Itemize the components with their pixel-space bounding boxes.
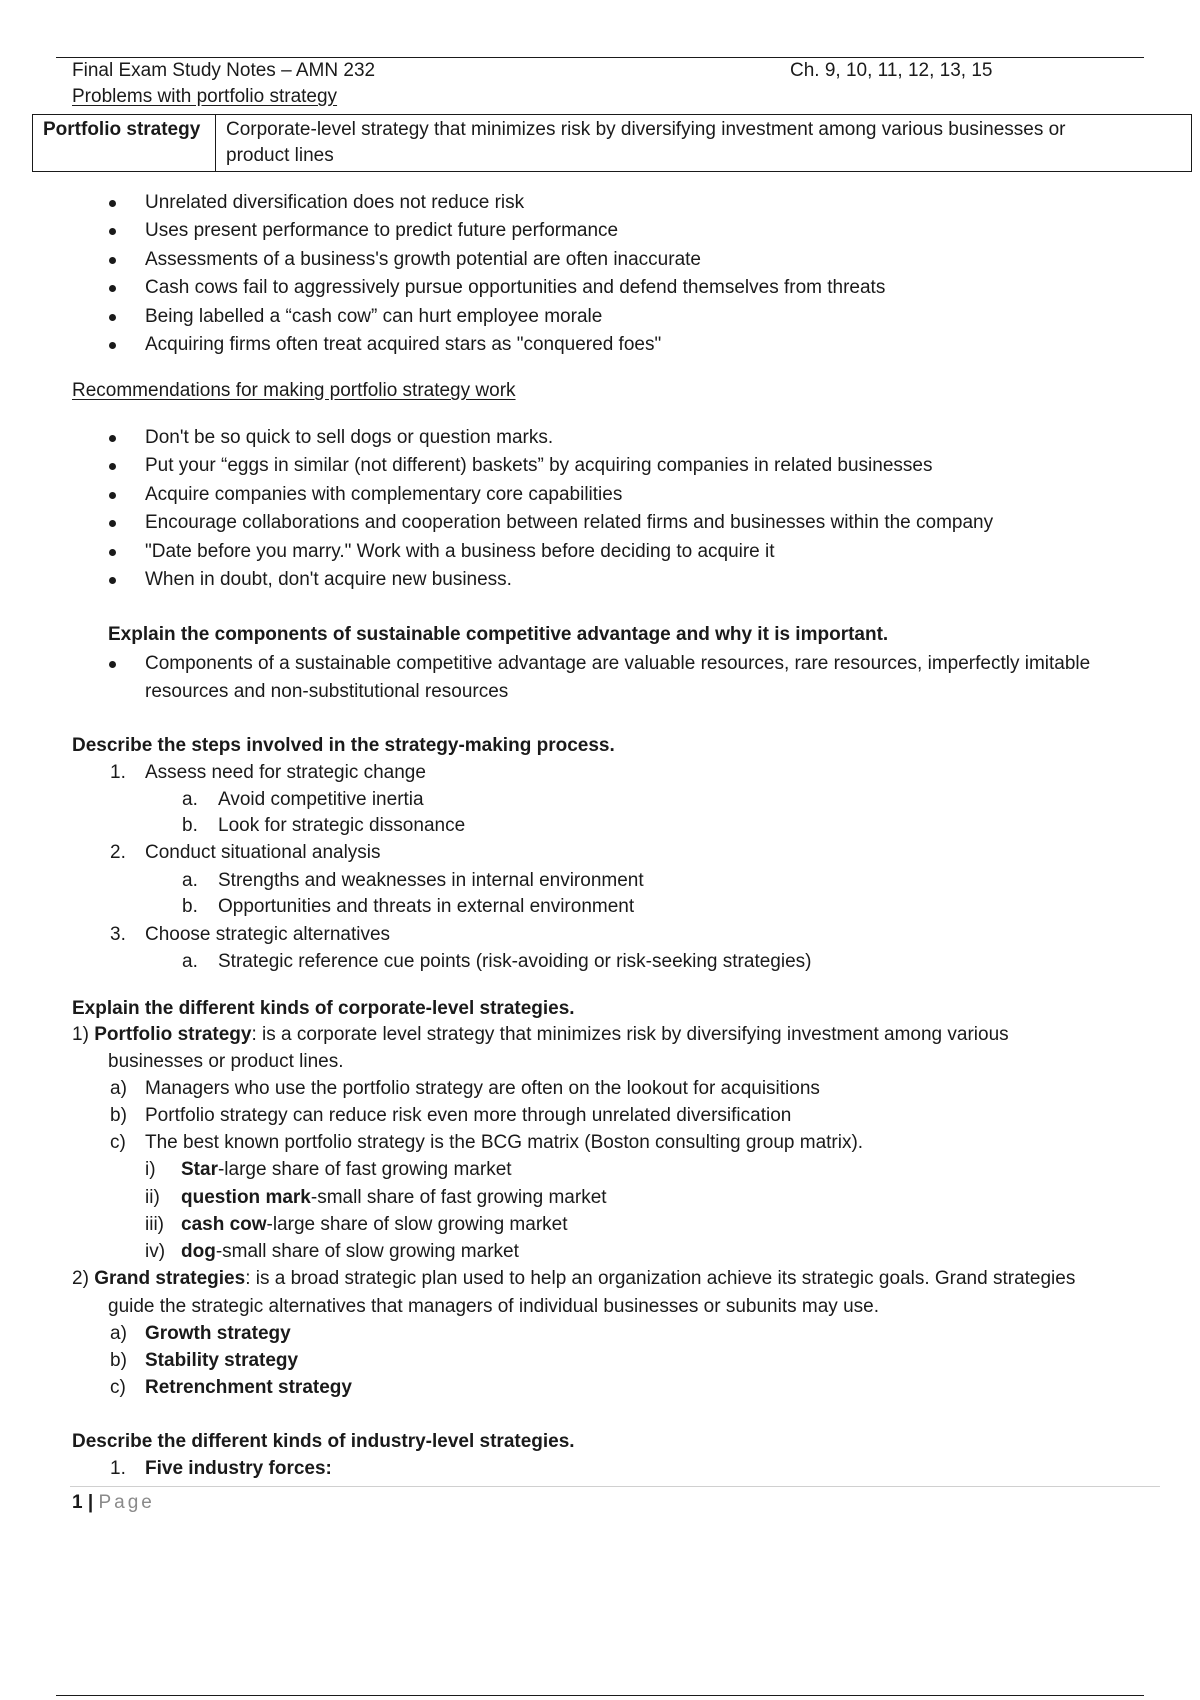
definition-table	[32, 114, 1192, 172]
list-item	[145, 650, 1090, 707]
step-text: Choose strategic alternatives	[145, 924, 391, 945]
item-letter: a)	[110, 1323, 127, 1344]
item-text: Portfolio strategy can reduce risk even more through unrelated diversification	[145, 1105, 792, 1126]
definition-line-2: product lines	[226, 145, 334, 166]
list-item: Assessments of a business's growth potential are often inaccurate	[145, 246, 885, 274]
problems-list	[145, 189, 885, 359]
page-number: 1	[72, 1492, 83, 1513]
list-item: Cash cows fail to aggressively pursue opportunities and defend themselves from threats	[145, 274, 885, 302]
step-number: 1.	[110, 762, 126, 783]
item-text: The best known portfolio strategy is the BCG matrix (Boston consulting group matrix).	[145, 1132, 864, 1153]
item-text: Stability strategy	[145, 1350, 299, 1371]
paragraph-text: : is a corporate level strategy that minimizes risk by diversifying investment among various	[251, 1024, 1009, 1045]
step-text: Five industry forces:	[145, 1458, 332, 1479]
list-item: Being labelled a “cash cow” can hurt employee morale	[145, 303, 885, 331]
definition-text	[216, 115, 1192, 172]
list-item: Uses present performance to predict future performance	[145, 217, 885, 245]
section-heading-industry-strategies: Describe the different kinds of industry-level strategies.	[72, 1431, 575, 1452]
list-item-line-2: resources and non-substitutional resources	[145, 681, 509, 703]
page-label: Page	[98, 1492, 155, 1513]
bcg-text: -small share of fast growing market	[310, 1187, 607, 1208]
roman-numeral: ii)	[145, 1187, 160, 1208]
substep-text: Look for strategic dissonance	[218, 815, 466, 836]
section-heading-competitive-advantage: Explain the components of sustainable competitive advantage and why it is important.	[108, 624, 889, 645]
item-letter: c)	[110, 1132, 126, 1153]
bcg-item	[181, 1212, 568, 1238]
list-item: Acquiring firms often treat acquired stars as "conquered foes"	[145, 331, 885, 359]
step-text: Conduct situational analysis	[145, 842, 381, 863]
paragraph-continuation: businesses or product lines.	[108, 1051, 344, 1072]
competitive-advantage-list	[145, 650, 1090, 707]
substep-text: Opportunities and threats in external environment	[218, 896, 635, 917]
step-number: 2.	[110, 842, 126, 863]
footer-rule	[70, 1486, 1160, 1487]
section-heading-problems: Problems with portfolio strategy	[72, 86, 338, 107]
list-item-line-1: Components of a sustainable competitive advantage are valuable resources, rare resources, imperfectly imitable	[145, 653, 1091, 674]
bcg-text: -large share of slow growing market	[266, 1214, 568, 1235]
item-letter: a)	[110, 1078, 127, 1099]
substep-text: Strengths and weaknesses in internal environment	[218, 870, 644, 891]
bcg-term: Star	[181, 1159, 218, 1180]
step-text: Assess need for strategic change	[145, 762, 426, 783]
list-item: Unrelated diversification does not reduce risk	[145, 189, 885, 217]
substep-text: Strategic reference cue points (risk-avoiding or risk-seeking strategies)	[218, 951, 812, 972]
bcg-text: -large share of fast growing market	[217, 1159, 512, 1180]
bcg-text: -small share of slow growing market	[215, 1241, 519, 1262]
item-letter: c)	[110, 1377, 126, 1398]
paragraph-term: Grand strategies	[94, 1268, 246, 1289]
item-text: Growth strategy	[145, 1323, 291, 1344]
page-footer	[72, 1490, 155, 1516]
bcg-item	[181, 1185, 607, 1211]
definition-row	[33, 115, 1192, 172]
roman-numeral: i)	[145, 1159, 156, 1180]
substep-letter: b.	[182, 896, 198, 917]
paragraph-portfolio-strategy	[72, 1022, 1009, 1048]
substep-letter: a.	[182, 789, 198, 810]
substep-letter: a.	[182, 870, 198, 891]
section-heading-recommendations: Recommendations for making portfolio strategy work	[72, 380, 516, 401]
header-left-title: Final Exam Study Notes – AMN 232	[72, 60, 376, 81]
substep-text: Avoid competitive inertia	[218, 789, 424, 810]
list-item: Encourage collaborations and cooperation between related firms and businesses within the company	[145, 509, 993, 537]
page-bottom-rule	[56, 1695, 1144, 1696]
item-letter: b)	[110, 1105, 127, 1126]
definition-line-1: Corporate-level strategy that minimizes risk by diversifying investment among various businesses or	[226, 119, 1066, 140]
roman-numeral: iv)	[145, 1241, 166, 1262]
paragraph-number: 2)	[72, 1268, 89, 1289]
bcg-term: dog	[181, 1241, 216, 1262]
bcg-term: cash cow	[181, 1214, 267, 1235]
definition-term: Portfolio strategy	[33, 115, 216, 172]
paragraph-continuation: guide the strategic alternatives that managers of individual businesses or subunits may use.	[108, 1296, 879, 1317]
list-item: When in doubt, don't acquire new business.	[145, 566, 993, 594]
bcg-item	[181, 1239, 519, 1265]
roman-numeral: iii)	[145, 1214, 164, 1235]
paragraph-text: : is a broad strategic plan used to help an organization achieve its strategic goals. Grand strategies	[245, 1268, 1076, 1289]
bcg-term: question mark	[181, 1187, 311, 1208]
step-number: 3.	[110, 924, 126, 945]
bcg-item	[181, 1157, 512, 1183]
paragraph-number: 1)	[72, 1024, 89, 1045]
section-heading-corporate-strategies: Explain the different kinds of corporate-level strategies.	[72, 998, 575, 1019]
section-heading-strategy-process: Describe the steps involved in the strategy-making process.	[72, 735, 615, 756]
page-separator: |	[87, 1492, 94, 1513]
step-number: 1.	[110, 1458, 126, 1479]
list-item: "Date before you marry." Work with a business before deciding to acquire it	[145, 538, 993, 566]
list-item: Don't be so quick to sell dogs or question marks.	[145, 424, 993, 452]
header-right-title: Ch. 9, 10, 11, 12, 13, 15	[790, 60, 993, 81]
substep-letter: b.	[182, 815, 198, 836]
paragraph-grand-strategies	[72, 1266, 1075, 1292]
item-text: Retrenchment strategy	[145, 1377, 352, 1398]
recommendations-list	[145, 424, 993, 594]
item-text: Managers who use the portfolio strategy are often on the lookout for acquisitions	[145, 1078, 820, 1099]
substep-letter: a.	[182, 951, 198, 972]
list-item: Put your “eggs in similar (not different) baskets” by acquiring companies in related businesses	[145, 452, 993, 480]
list-item: Acquire companies with complementary core capabilities	[145, 481, 993, 509]
paragraph-term: Portfolio strategy	[94, 1024, 252, 1045]
item-letter: b)	[110, 1350, 127, 1371]
